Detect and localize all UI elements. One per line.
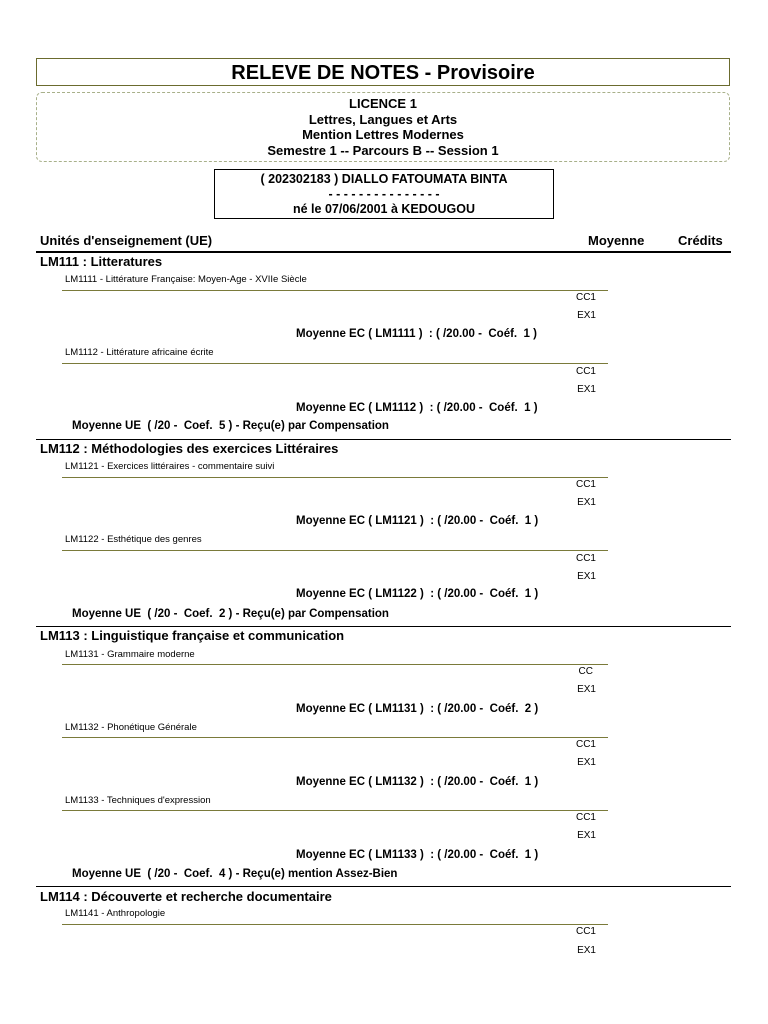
eval-label: EX1	[577, 571, 596, 582]
ec-average: Moyenne EC ( LM1133 ) : ( /20.00 - Coéf. 1 )	[296, 849, 539, 861]
title-separator: -	[419, 62, 437, 84]
eval-label: EX1	[577, 310, 596, 321]
ec-divider	[62, 363, 608, 364]
ec-divider	[62, 737, 608, 738]
ec-divider	[62, 924, 608, 925]
student-info	[214, 169, 554, 219]
eval-label: CC1	[575, 366, 596, 377]
eval-label: CC1	[575, 292, 596, 303]
ec-average: Moyenne EC ( LM1111 ) : ( /20.00 - Coéf. 1 )	[296, 328, 537, 340]
ue-divider	[36, 886, 731, 887]
eval-label: EX1	[577, 945, 596, 956]
program-mention: Mention Lettres Modernes	[302, 127, 464, 142]
ec-divider	[62, 477, 608, 478]
ec-average: Moyenne EC ( LM1112 ) : ( /20.00 - Coéf. 1 )	[296, 402, 538, 414]
eval-label: CC	[578, 666, 593, 677]
column-header-ue: Unités d'enseignement (UE)	[40, 233, 213, 248]
transcript-title	[36, 58, 730, 86]
ec-divider	[62, 810, 608, 811]
eval-label: EX1	[577, 497, 596, 508]
column-header-credits: Crédits	[678, 233, 723, 248]
program-info	[36, 92, 730, 162]
ue-title: LM112 : Méthodologies des exercices Littéraires	[40, 441, 339, 456]
ec-title: LM1111 - Littérature Française: Moyen-Age - XVIIe Siècle	[65, 274, 307, 285]
ue-title: LM114 : Découverte et recherche documentaire	[40, 889, 332, 904]
ec-title: LM1131 - Grammaire moderne	[65, 649, 195, 660]
ec-average: Moyenne EC ( LM1132 ) : ( /20.00 - Coéf. 1 )	[296, 776, 539, 788]
student-birth: né le 07/06/2001 à KEDOUGOU	[292, 202, 476, 216]
eval-label: EX1	[577, 830, 596, 841]
program-session: Semestre 1 -- Parcours B -- Session 1	[267, 142, 499, 158]
eval-label: EX1	[577, 684, 596, 695]
eval-label: EX1	[577, 757, 596, 768]
ec-title: LM1132 - Phonétique Générale	[65, 722, 197, 733]
eval-label: CC1	[575, 812, 596, 823]
ec-average: Moyenne EC ( LM1131 ) : ( /20.00 - Coéf. 2 )	[296, 703, 539, 715]
program-domain: Lettres, Langues et Arts	[308, 111, 458, 127]
student-id-name: ( 202302183 ) DIALLO FATOUMATA BINTA	[260, 172, 508, 186]
program-level: LICENCE 1	[349, 96, 417, 111]
ue-divider	[36, 626, 731, 627]
eval-label: EX1	[577, 384, 596, 395]
eval-label: CC1	[575, 479, 596, 490]
title-status: Provisoire	[436, 62, 535, 84]
title-main: RELEVE DE NOTES	[231, 62, 420, 84]
ue-title: LM113 : Linguistique française et communication	[40, 628, 345, 643]
eval-label: CC1	[575, 553, 596, 564]
table-header	[36, 233, 731, 253]
ue-average: Moyenne UE ( /20 - Coef. 2 ) - Reçu(e) par Compensation	[72, 608, 389, 620]
ue-average: Moyenne UE ( /20 - Coef. 4 ) - Reçu(e) mention Assez-Bien	[72, 868, 398, 880]
ec-title: LM1133 - Techniques d'expression	[65, 795, 211, 806]
ec-title: LM1141 - Anthropologie	[65, 908, 166, 919]
ue-title: LM111 : Litteratures	[40, 254, 163, 269]
ec-divider	[62, 664, 608, 665]
ec-title: LM1112 - Littérature africaine écrite	[65, 347, 214, 358]
ec-title: LM1122 - Esthétique des genres	[65, 534, 202, 545]
ec-divider	[62, 550, 608, 551]
ec-average: Moyenne EC ( LM1122 ) : ( /20.00 - Coéf. 1 )	[296, 588, 539, 600]
ec-divider	[62, 290, 608, 291]
ue-average: Moyenne UE ( /20 - Coef. 5 ) - Reçu(e) par Compensation	[72, 420, 389, 432]
eval-label: CC1	[575, 926, 596, 937]
ec-average: Moyenne EC ( LM1121 ) : ( /20.00 - Coéf. 1 )	[296, 515, 539, 527]
ue-divider	[36, 439, 731, 440]
eval-label: CC1	[575, 739, 596, 750]
student-separator: - - - - - - - - - - - - - - -	[328, 187, 440, 201]
ec-title: LM1121 - Exercices littéraires - commentaire suivi	[65, 461, 275, 472]
column-header-moyenne: Moyenne	[588, 233, 645, 248]
